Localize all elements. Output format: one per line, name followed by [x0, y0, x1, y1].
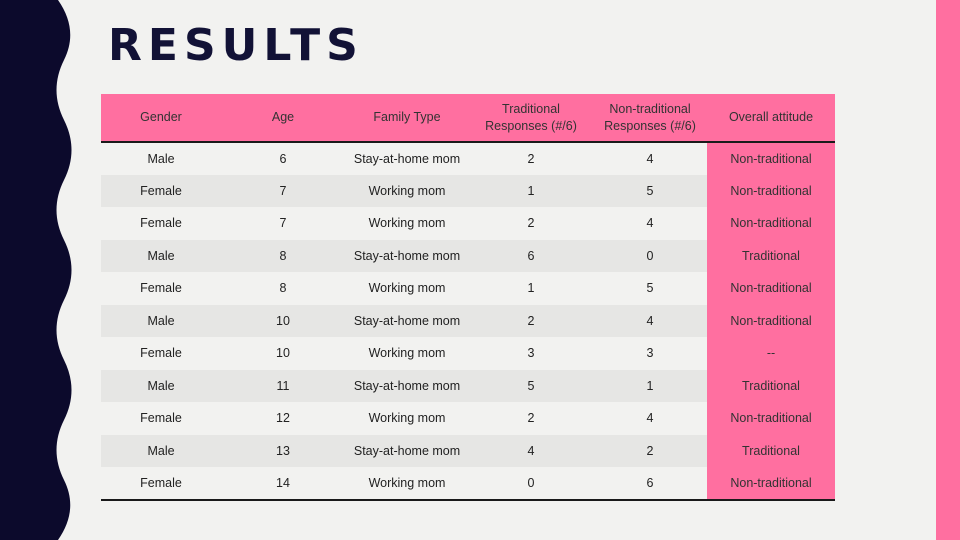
table-row	[101, 305, 835, 338]
results-table	[101, 94, 835, 501]
results-table-container	[101, 94, 835, 501]
cell-traditional: 4	[469, 435, 593, 468]
cell-age: 7	[221, 175, 345, 208]
cell-traditional: 1	[469, 272, 593, 305]
header-overall-attitude: Overall attitude	[707, 94, 835, 142]
cell-gender: Male	[101, 305, 221, 338]
cell-overall: Traditional	[707, 435, 835, 468]
cell-age: 12	[221, 402, 345, 435]
slide-title: RESULTS	[108, 20, 364, 71]
cell-age: 10	[221, 305, 345, 338]
cell-nontraditional: 4	[593, 402, 707, 435]
table-row	[101, 142, 835, 175]
cell-overall: Traditional	[707, 370, 835, 403]
cell-overall: Non-traditional	[707, 142, 835, 175]
wavy-border-shape	[0, 0, 72, 540]
header-nontraditional-responses: Non-traditional Responses (#/6)	[593, 94, 707, 142]
cell-gender: Male	[101, 142, 221, 175]
cell-traditional: 2	[469, 142, 593, 175]
cell-nontraditional: 4	[593, 305, 707, 338]
cell-gender: Male	[101, 435, 221, 468]
cell-nontraditional: 5	[593, 272, 707, 305]
cell-nontraditional: 6	[593, 467, 707, 500]
cell-overall: Non-traditional	[707, 467, 835, 500]
cell-gender: Female	[101, 272, 221, 305]
cell-traditional: 2	[469, 402, 593, 435]
cell-family-type: Working mom	[345, 175, 469, 208]
cell-overall: Non-traditional	[707, 272, 835, 305]
cell-traditional: 1	[469, 175, 593, 208]
cell-family-type: Working mom	[345, 272, 469, 305]
cell-traditional: 6	[469, 240, 593, 273]
cell-overall: Non-traditional	[707, 207, 835, 240]
cell-age: 14	[221, 467, 345, 500]
cell-age: 13	[221, 435, 345, 468]
cell-traditional: 5	[469, 370, 593, 403]
cell-family-type: Stay-at-home mom	[345, 240, 469, 273]
cell-overall: Non-traditional	[707, 402, 835, 435]
header-traditional-responses: Traditional Responses (#/6)	[469, 94, 593, 142]
table-row	[101, 175, 835, 208]
header-age: Age	[221, 94, 345, 142]
table-header-row	[101, 94, 835, 142]
cell-gender: Female	[101, 175, 221, 208]
table-row	[101, 370, 835, 403]
cell-family-type: Stay-at-home mom	[345, 435, 469, 468]
cell-age: 10	[221, 337, 345, 370]
cell-overall: Non-traditional	[707, 175, 835, 208]
header-family-type: Family Type	[345, 94, 469, 142]
cell-gender: Female	[101, 337, 221, 370]
cell-traditional: 2	[469, 207, 593, 240]
cell-nontraditional: 2	[593, 435, 707, 468]
table-row	[101, 467, 835, 500]
cell-traditional: 2	[469, 305, 593, 338]
cell-gender: Male	[101, 240, 221, 273]
cell-family-type: Working mom	[345, 337, 469, 370]
cell-age: 6	[221, 142, 345, 175]
cell-family-type: Stay-at-home mom	[345, 305, 469, 338]
table-row	[101, 337, 835, 370]
right-accent-bar	[936, 0, 960, 540]
table-row	[101, 435, 835, 468]
cell-traditional: 3	[469, 337, 593, 370]
cell-nontraditional: 4	[593, 142, 707, 175]
left-wavy-border	[0, 0, 80, 540]
cell-gender: Female	[101, 402, 221, 435]
table-row	[101, 272, 835, 305]
cell-nontraditional: 1	[593, 370, 707, 403]
cell-age: 11	[221, 370, 345, 403]
cell-gender: Female	[101, 467, 221, 500]
table-row	[101, 402, 835, 435]
cell-gender: Male	[101, 370, 221, 403]
table-row	[101, 207, 835, 240]
cell-age: 8	[221, 240, 345, 273]
cell-overall: --	[707, 337, 835, 370]
table-row	[101, 240, 835, 273]
header-gender: Gender	[101, 94, 221, 142]
cell-family-type: Stay-at-home mom	[345, 142, 469, 175]
cell-nontraditional: 3	[593, 337, 707, 370]
cell-family-type: Working mom	[345, 467, 469, 500]
cell-family-type: Working mom	[345, 207, 469, 240]
cell-family-type: Stay-at-home mom	[345, 370, 469, 403]
cell-nontraditional: 5	[593, 175, 707, 208]
cell-overall: Traditional	[707, 240, 835, 273]
cell-traditional: 0	[469, 467, 593, 500]
cell-family-type: Working mom	[345, 402, 469, 435]
cell-overall: Non-traditional	[707, 305, 835, 338]
cell-gender: Female	[101, 207, 221, 240]
table-body	[101, 142, 835, 500]
cell-nontraditional: 4	[593, 207, 707, 240]
cell-age: 7	[221, 207, 345, 240]
cell-nontraditional: 0	[593, 240, 707, 273]
cell-age: 8	[221, 272, 345, 305]
